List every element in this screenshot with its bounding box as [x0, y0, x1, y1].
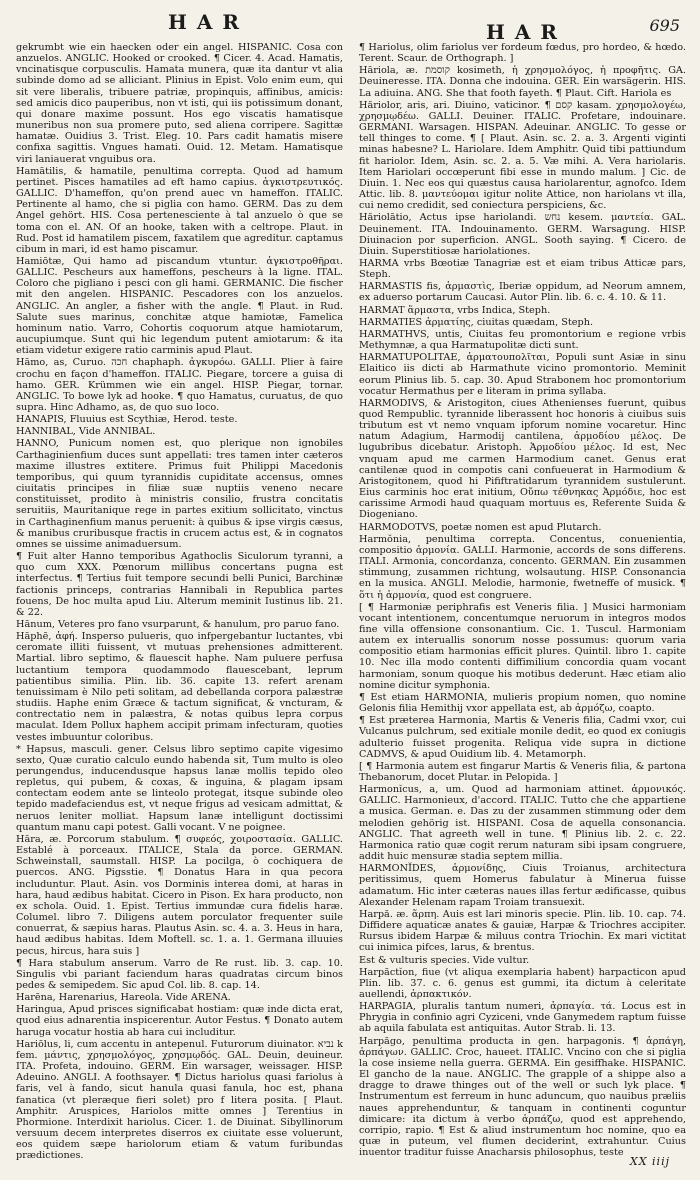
- header-word-right: HAR: [486, 20, 568, 44]
- dictionary-entry: Haringua, Apud prisces significabat hostiam: quæ inde dicta erat, quod eius adnarentia inspicerentur. Autor Festus. ¶ Donato autem haruga vocatur hostia ab hara cui includitur.: [16, 1004, 343, 1038]
- dictionary-entry: Harpă. æ. ἅρπη. Auis est lari minoris specie. Plin. lib. 10. cap. 74. Diffidere aquaticæ anates & gauiæ, Harpæ & Triochres accipiter. Rursus ibidem Harpæ & miluus contra Triochin. Ex mari victitat cui inimica pifces, larus, & brentus.: [359, 908, 686, 954]
- dictionary-entry: Est & vulturis species. Vide vultur.: [359, 954, 530, 966]
- dictionary-entry: [ ¶ Harmoniæ periphrafis est Veneris filia. ] Musici harmoniam vocant intentionem, concentumque neruorum in integros modos fine villa offensione consonantium. Cic. 1. Tuscul. Harmoniam autem ex interuallis sonorum nosse possumus: quorum varia compositio etiam harmonias efficit plures. Quintil. libro 1. capite 10. Nec illa modo contenti diffimilium concordia quam vocant harmoniam, sonum quoque his motibus dederunt. Hæc etiam alio nomine dicitur symphonia.: [359, 601, 686, 691]
- dictionary-entry: Hāmo, as, Curuo. חכה chaphaph. ἀγκυρόω. GALLI. Plier à faire crochu en façon d'hameffon. ITALIC. Piegare, torcere a guisa di hamo. GER. Krümmen wie ein angel. HISP. Piegar, tornar. ANGLIC. To bowe lyk ad hooke. ¶ quo Hamatus, curuatus, de quo supra. Hinc Adhamo, as, de quo suo loco.: [16, 357, 343, 413]
- dictionary-entry: HARMASTIS fis, ἁρμαστὶς, Iberiæ oppidum, ad Neorum amnem, ex aduerso portarum Caucasi. Autor Plin. lib. 6. c. 4. 10. & 11.: [359, 281, 686, 304]
- dictionary-entry: ¶ Est etiam HARMONIA, mulieris propium nomen, quo nomine Gelonis filia Hemithij vxor appellata est, ab ἁρμόζω, coapto.: [359, 691, 686, 715]
- dictionary-entry: Hamiōtæ, Qui hamo ad piscandum vtuntur. ἀγκιστροθῆραι. GALLIC. Pescheurs aux hameffons, pescheurs à la ligne. ITAL. Coloro che pigliano i pesci con gli hami. GERMANIC. Die fischer mit den angelen. HISPANIC. Pescadores con los anzuelos. ANGLIC. An angler, a fisher with the angle. ¶ Plaut. in Rud. Salute sues marinus, conchitæ atque hamiotæ, Famelica hominum natio. Varro, Cohortis coquorum atque hamiotarum, aucupiumque. Sunt qui hic legendum putent amiotarum: & ita etiam videtur exigere ratio carminis apud Plaut.: [16, 255, 343, 357]
- dictionary-entry: ¶ Hara stabulum anserum. Varro de Re rust. lib. 3. cap. 10. Singulis vbi pariant faciendum haras quadratas circum binos pedes & semipedem. Sic apud Col. lib. 8. cap. 14.: [16, 957, 343, 991]
- running-header: [16, 6, 686, 42]
- dictionary-entry: HARMODIVS, & Aristogiton, ciues Athenienses fuerunt, quibus quod Rempublic. tyrannide liberassent hoc honoris à ciuibus suis tributum est vt nemo vnquam ipforum nomine vocaretur. Hinc natum Adagium, Harmodij cantilena, ἁρμοδίου μέλος. De lugubribus dicebatur. Aristoph. Ἁρμοδίου μέλος. Id est, Nec vnquam apud me carmen Harmodium canet. Genus erat cantilenæ quod in compotis cani confueuerat in Harmodium & Aristogitonem, quod hi Pififtratidarum tyrannidem sustulerunt. Eius carminis hoc erat initium, Οὔπω τέθνηκας Ἁρμόδιε, hoc est carissime Armodi haud quaquam mortuus es, Referente Suida & Diogeniano.: [359, 397, 686, 521]
- header-word-left: HAR: [168, 10, 250, 34]
- dictionary-entry: Hāphē, ἁφή. Insperso pulueris, quo infpergebantur luctantes, vbi ceromate illiti fuissent, vt mutuas prehensiones admitterent. Martial. libro septimo, & flauescit haphe. Nam puluere perfusa luctantium tempora quodammodo flauescebant, leprum patientibus similia. Plin. lib. 36. capite 13. refert arenam tenuissimam è Nilo peti solitam, ad debellanda corpora palæstræ studiis. Haphe enim Græce & tactum significat, & vncturam, & contrectatio nem in palæstra, & notas quibus lepra corpus maculat. Idem Pollux haphem accipit primam infecturam, quoties vestes imbuuntur coloribus.: [16, 631, 343, 743]
- dictionary-entry: Harēna, Harenarius, Hareola. Vide ARENA.: [16, 992, 231, 1004]
- dictionary-entry: Hăriolātio, Actus ipse hariolandi. נחש kesem. μαντεία. GAL. Deuinement. ITA. Indouinamento. GERM. Warsagung. HISP. Diuinacion por superficion. ANGL. Sooth saying. ¶ Cicero. de Diuin. Superstitiosæ hariolationes.: [359, 212, 686, 257]
- dictionary-entry: HARMONĬDES, ἁρμονίδης, Ciuis Troianus, architectura peritissimus, quem Homerus fabulatur à Minerua fuisse adamatum. Hic inter cæteras naues illas fertur ædificasse, quibus Alexander Helenam rapam Troiam transuexit.: [359, 863, 686, 908]
- dictionary-entry: Hāra, æ. Porcorum stabulum. ¶ συφεός, χοιροστασία. GALLIC. Establé à porceaux. ITALICE, Stala da porce. GERMAN. Schweinstall, saumstall. HISP. La pocilga, ò cochiquera de puercos. ANG. Pigsstie. ¶ Donatus Hara in qua pecora includuntur. Plaut. Asin. vos Dorminis interea domi, at haras in hara, haud ædibus habitat. Cicero in Pison. Ex hara producto, non ex schola. Ouid. 1. Epist. Tertius immundæ cura fidelis haræ. Columel. libro 7. Diligens autem porculator frequenter suile conuerrat, & sæpius haras. Plautus Asin. sc. 4. a. 3. Heus in hara, haud ædibus habitas. Idem Moftell. sc. 1. a. 1. Germana illuuies pecus, hircus, hara suis ]: [16, 833, 343, 957]
- dictionary-entry: HARPAGIA, pluralis tantum numeri, ἁρπαγία. τά. Locus est in Phrygia in confinio agri Cyziceni, vnde Ganymedem raptum fuisse ab aquila fabulata est antiquitas. Autor Strab. li. 13.: [359, 1001, 686, 1035]
- dictionary-entry: ¶ Fuit alter Hanno temporibus Agathoclis Siculorum tyranni, a quo cum XXX. Pœnorum millibus concertans pugna est interfectus. ¶ Tertius fuit tempore secundi belli Punici, Barchinæ factionis princeps, contrarias Hannibali in Republica partes fouens, De hoc multa apud Liu. Alterum meminit Iustinus lib. 21. & 22.: [16, 551, 343, 618]
- page-number: 695: [649, 16, 680, 35]
- dictionary-entry: HANNO, Punicum nomen est, quo plerique non ignobiles Carthaginienfium duces sunt appellati: tres tamen inter cæteros maxime illustres extitere. Primus fuit Philippi Macedonis temporibus, qui quum tyrannidis cupiditate accensus, omnes ciuitatis principes in filiæ suæ nuptiis veneno necare constituisset, prodito à ministris consilio, frustra concitatis seruitiis, Mauritanique rege in partes exitium sollicitato, vinctus in Carthaginenfium manus peruenit: à quibus & ipse virgis cæsus, & manibus cruribusque fractis in crucem actus est, & in cognatos omnes se uissime animaduersum.: [16, 438, 343, 550]
- dictionary-entry: Harpăctĭon, fiue (vt aliqua exemplaria habent) harpacticon apud Plin. lib. 37. c. 6. genus est gummi, ita dictum à celeritate auellendi, ἁρπακτικόν.: [359, 966, 686, 1000]
- dictionary-entry: HARMODOTVS, poetæ nomen est apud Plutarch.: [359, 521, 602, 533]
- dictionary-entry: HANNIBAL, Vide ANNIBAL.: [16, 426, 156, 438]
- dictionary-entry: ¶ Est præterea Harmonia, Martis & Veneris filia, Cadmi vxor, cui Vulcanus pulchrum, sed exitiale monile dedit, eo quod ex coniugis adulterio fuisset progenita. Reliqua vide supra in dictione CADMVS, & apud Ouidium lib. 4. Metamorph.: [359, 715, 686, 760]
- dictionary-entry: Harmonĭcus, a, um. Quod ad harmoniam attinet. ἁρμονικός. GALLIC. Harmonieux, d'accord. ITALIC. Tutto che che appartiene a musica. German. e. Das zu der zusammen stimmung oder dem melodien gehörig ist. HISPANI. Cosa de aquella consonancia. ANGLIC. That agreeth well in tune. ¶ Plinius lib. 2. c. 22. Harmonica ratio quæ cogit rerum naturam sibi ipsam congruere, addit huic mensuræ stadia septem millia.: [359, 784, 686, 863]
- dictionary-entry: [ ¶ Harmonia autem est fingarur Martis & Veneris filia, & partona Thebanorum, docet Plutar. in Pelopida. ]: [359, 760, 686, 783]
- dictionary-entry: ¶ Hariolus, olim fariolus ver fordeum fœdus, pro hordeo, & hœdo. Terent. Scaur. de Orthograph. ]: [359, 42, 686, 65]
- dictionary-entry: HARMATIES ἁρματίης, ciuitas quædam, Steph.: [359, 316, 594, 328]
- dictionary-entry: HARMA vrbs Bœotiæ Tanagriæ est et eiam tribus Atticæ pars, Steph.: [359, 257, 686, 281]
- signature-mark: XX iiij: [629, 1155, 670, 1168]
- dictionary-entry: HARMAT ἅρμαστα, vrbs Indica, Steph.: [359, 304, 551, 316]
- dictionary-entry: HANAPIS, Fluuius est Scythiæ, Herod. teste.: [16, 414, 238, 426]
- right-column: [359, 42, 687, 1159]
- dictionary-entry: Harmŏnia, penultima correpta. Concentus, conuenientia, compositio ἁρμονία. GALLI. Harmonie, accords de sons differens. ITALI. Armonia, concordanza, concento. GERMAN. Ein zusammen stimmung, zusammen richtung, wolsautung. HISP. Consonancia en la musica. ANGLI. Melodie, harmonie, fwetneffe of musick. ¶ ὅτι ἡ ἁρμονία, quod est congruere.: [359, 533, 686, 601]
- dictionary-entry: Hariōlus, li, cum accentu in antepenul. Futurorum diuinator. נביא k fem. μάντις, χρησμολόγος, χρησμῳδός. GAL. Deuin, deuineur. ITA. Profeta, indouino. GERM. Ein warsager, weissager. HISP. Adeuino. ANGLI. A foothsayer. ¶ Dictus hariolus quasi fariolus à faris, vel à fando, sicut hanula quasi fanula, hoc est, phana fanatica (vt pleræque fieri solet) pro f litera posita. [ Plaut. Amphitr. Aruspices, Hariolos mitte omnes ] Terentius in Phormione. Interdixit hariolus. Cicer. 1. de Diuinat. Sibyllinorum versuum decem interpretes diserros ex ciuitate esse voluerunt, eos quidem sæpe hariolorum etiam & vatum furibundas prædictiones.: [16, 1038, 343, 1162]
- dictionary-entry: Hăriolor, aris, ari. Diuino, vaticinor. ¶ קסם kasam. χρησμολογέω, χρησμῳδέω. GALLI. Deuiner. ITALIC. Profetare, indouinare. GERMANI. Warsagen. HISPAN. Adeuinar. ANGLIC. To gesse or tell thinges to come. ¶ [ Plaut. Asin. sc. 2. a. 3. Argenti viginti minas habesne? L. Hariolare. Idem Amphitr. Quid tibi pattiundum fit hariolor. Idem, Asin. sc. 2. a. 5. Væ mihi. A. Vera hariolaris. Item Hariolari occœperunt fibi esse in mundo malum. ] Cic. de Diuin. 1. Nec eos qui quæstus causa hariolarentur, agnofco. Idem Attic. lib. 8. μαντεύομαι igitur nolite Attice, non hariolans vt illa, cui nemo credidit, sed coniectura perspiciens, &c.: [359, 99, 687, 212]
- dictionary-entry: Hamātilis, & hamatile, penultima correpta. Quod ad hamum pertinet. Pisces hamatiles ad eft hamo capius. ἀγκιστρευτικός. GALLIC. D'hameffon, qu'on prend auec vn hameffon. ITALIC. Pertinente al hamo, che si piglia con hamo. GERM. Das zu dem Angel gehört. HIS. Cosa pertenesciente à tal anzuelo ò que se toma con el. AN. Of an hooke, taken with a celtrope. Plaut. in Rud. Post id hamatilem piscem, faxatilem que agreditur. captamus cibum in mari, id est hamo piscamur.: [16, 165, 343, 255]
- dictionary-entry: * Hapsus, masculi. gener. Celsus libro septimo capite vigesimo sexto, Quæ curatio calculo eundo habenda sit, Tum multo is oleo perungendus, inducendusque hapsus lanæ mollis tepido oleo repletus, qui pubem, & coxas, & inguina, & plagam ipsam contectam eodem ante se linteolo protegat, itsque subinde oleo tepido madefaciendus est, vt neque frigus ad vesicam admittat, & neruos leniter molliat. Hapsum lanæ intelligunt doctissimi quantum manu capi potest. Galli vocant. V ne poignee.: [16, 743, 343, 833]
- dictionary-entry: Hāriola, æ. קוסמת kosimeth, ἡ χρησμολόγος, ἡ προφῆτις. GA. Deuineresse. ITA. Donna che indouina. GER. Ein warsägerin. HIS. La adiuina. ANG. She that footh fayeth. ¶ Plaut. Cift. Hariola es: [359, 65, 687, 99]
- dictionary-entry: Hānum, Veteres pro fano vsurparunt, & hanulum, pro paruo fano.: [16, 618, 340, 630]
- dictionary-entry: HARMATUPOLITAE, ἁρματουπολῖται, Populi sunt Asiæ in sinu Elaitico iis dicti ab Harmathute vicino promontorio. Meminit eorum Plinius lib. 5. cap. 30. Apud Strabonem hoc promontorium vocatur Hermathus per e literam in prima syllaba.: [359, 352, 686, 397]
- left-column: [16, 42, 343, 1162]
- dictionary-entry: Harpăgo, penultima producta in gen. harpagonis. ¶ ἁρπάγη, ἁρπάγων. GALLIC. Croc, haueet. ITALIC. Vncino con che si piglia la cose insieme nella guerra. GERMA. Ein gesiffhake. HISPANIC. El gancho de la naue. ANGLIC. The grapple of a shippe also a dragge to drawe thinges out of the well or such lyk place. ¶ Instrumentum est ferreum in hunc aduncum, quo nauibus præliis naues apprehenduntur, & tanquam in continenti coguntur dimicare: ita dictum à verbo ἁρπάζω, quod est apprehendo, corripio, rapio. ¶ Est & aliud instrumentum hoc nomine, quo ea quæ in puteum, vel flumen deciderint, extrahuntur. Cuius inuentor traditur fuisse Anacharsis philosophus, teste: [359, 1035, 686, 1159]
- dictionary-entry: gekrumbt wie ein haecken oder ein angel. HISPANIC. Cosa con anzuelos. ANGLIC. Hooked or crooked. ¶ Cicer. 4. Acad. Hamatis, vncinatisque corpusculis. Hamata munera, quæ ita dantur vt alia subinde domo ad se alliciant. Plinius in Epist. Volo enim eum, qui sit vere liberalis, tribuere patriæ, propinquis, affinibus, amicis: sed amicis dico pauperibus, non vt isti, qui iis potissimum donant, qui donare maxime possunt. Hos ego viscatis hamatisque muneribus non sua promere puto, sed aliena corripere. Sagittæ hamatæ. Ouidius 3. Trist. Eleg. 10. Pars cadit hamatis misere confixa sagittis. Vngues hamati. Ouid. 12. Metam. Hamatisque viri laniauerat vnguibus ora.: [16, 42, 343, 165]
- dictionary-entry: HARMATHVS, untis, Ciuitas feu promontorium e regione vrbis Methymnæ, a qua Harmatupolitæ dicti sunt.: [359, 328, 686, 352]
